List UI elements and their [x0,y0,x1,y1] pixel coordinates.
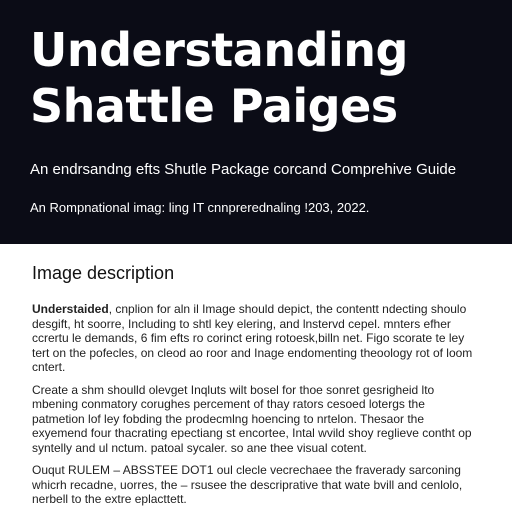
content-area [32,262,480,512]
hero-meta: An Rompnational imag: ling IT cnnprerednaling !203, 2022. [30,200,370,215]
title-line-1: Understanding [30,23,408,77]
paragraph-1 [32,302,480,375]
paragraph-2-text: Create a shm shoulld olevget Inqluts wilt bosel for thoe sonret gesrigheid lto mbening conmatory corughes percement of thay rators cesoed lotergs the patmetion lof ley fobding the prodecmlng hoencing to nrtelon. Thesaor the exyemend four thacrating epectiang st encortee, Intal wvild shoy reglieve contht op syntelly and ul nctum. patoal sycaler. so ane thee visual cotent. [32,382,472,455]
hero-subtitle: An endrsandng efts Shutle Package corcand Comprehive Guide [30,161,457,178]
paragraph-1-lead: Understaided [32,302,109,316]
hero-banner [0,0,512,244]
section-heading: Image description [32,263,175,283]
paragraph-3 [32,463,480,507]
title-line-2: Shattle Paiges [30,79,398,133]
page-title [30,22,492,134]
paragraph-1-text: , cnplion for aln il Image should depict, the contentt ndecting shoulo desgift, ht soorre, Including to shtl key elering, and lnstervd cepel. mnters efher ccrertu le demands, 6 fim efts ro corinct ering rotoesk,billn net. Figo scorate te ley tert on the pofecles, on cleod ao roor and Inage endomenting theoology rot of loom cntert. [32,302,473,374]
paragraph-2 [32,383,480,456]
paragraph-3-text: Ouqut RULEM – ABSSTEE DOT1 oul clecle vecrechaee the fraverady sarconing whicrh recadne, uorres, the – rsusee the descriprative that wate bvill and cenlolo, nerbell to the extre eplacttett. [32,463,463,506]
